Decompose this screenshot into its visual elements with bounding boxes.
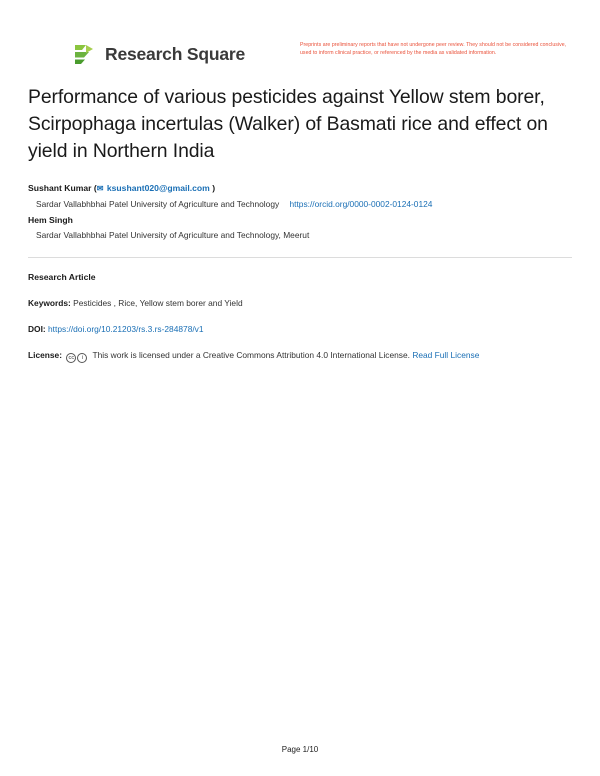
author-name: Hem Singh	[28, 214, 73, 225]
read-full-license-link[interactable]: Read Full License	[412, 350, 480, 361]
creative-commons-icon	[66, 350, 88, 363]
preprint-notice: Preprints are preliminary reports that have not undergone peer review. They should not be considered conclusive, used to inform clinical practice, or referenced by the media as validated information.	[300, 42, 567, 57]
author-name: Sushant Kumar	[28, 183, 92, 194]
article-type-label: Research Article	[28, 271, 96, 282]
license-row	[28, 349, 572, 363]
article-meta	[28, 272, 572, 364]
author-email-link[interactable]: ksushant020@gmail.com	[106, 183, 210, 194]
page-header	[28, 0, 572, 62]
author-list	[28, 182, 572, 242]
section-divider	[28, 257, 572, 258]
research-square-logo	[72, 42, 245, 66]
page-footer	[0, 745, 600, 754]
cc-mark-icon: cc	[66, 353, 76, 363]
cc-by-icon: i	[77, 353, 87, 363]
author-affiliation-row	[28, 197, 572, 211]
keywords-row	[28, 297, 572, 310]
doi-row	[28, 323, 572, 336]
keywords-value: Pesticides , Rice, Yellow stem borer and Yield	[73, 297, 243, 308]
logo-wordmark: Research Square	[105, 43, 246, 64]
page-indicator: Page 1/10	[281, 745, 319, 754]
keywords-label: Keywords:	[28, 297, 71, 308]
envelope-icon: ✉	[96, 184, 104, 194]
license-text: This work is licensed under a Creative Commons Attribution 4.0 International License.	[92, 350, 410, 361]
author-name-row	[28, 182, 572, 195]
author-affiliation: Sardar Vallabhbhai Patel University of Agriculture and Technology	[36, 198, 280, 209]
page-title: Performance of various pesticides against Yellow stem borer, Scirpophaga incertulas (Walker) of Basmati rice and effect on yield in Northern India	[28, 86, 548, 162]
orcid-link[interactable]: https://orcid.org/0000-0002-0124-0124	[289, 198, 433, 209]
author-affiliation-row	[28, 228, 572, 242]
author-email-wrapper: (✉ ksushant020@gmail.com )	[93, 183, 216, 194]
author-affiliation: Sardar Vallabhbhai Patel University of Agriculture and Technology, Meerut	[36, 230, 310, 241]
research-square-logo-icon	[72, 42, 98, 66]
author-name-row	[28, 214, 572, 227]
doi-label: DOI:	[28, 324, 46, 334]
doi-link[interactable]: https://doi.org/10.21203/rs.3.rs-284878/v1	[48, 324, 204, 334]
license-label: License:	[28, 350, 62, 361]
